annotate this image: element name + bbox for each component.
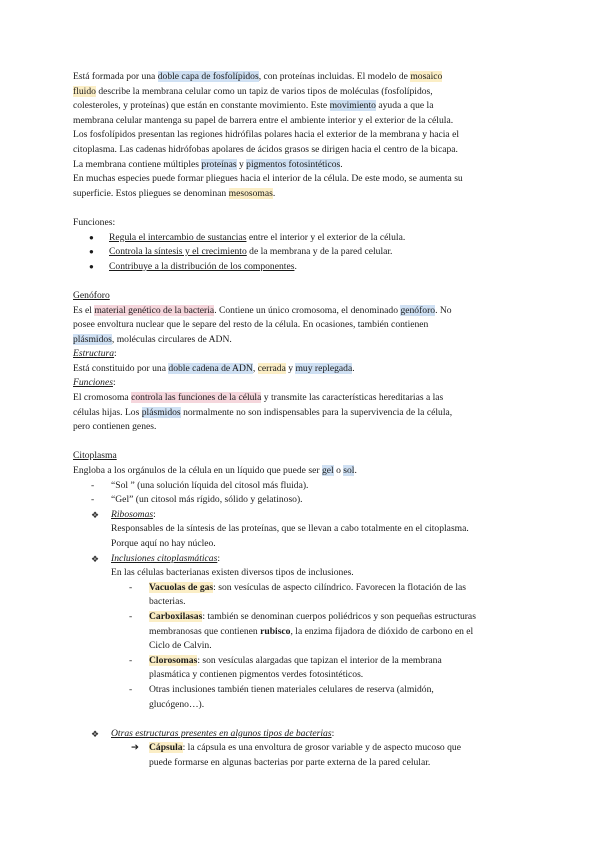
highlight: cerrada	[257, 362, 286, 374]
intro-line: La membrana contiene múltiples proteínas y pigmentos fotosintéticos.	[73, 158, 343, 170]
highlight: sol	[343, 465, 355, 477]
text-line: Está constituido por una doble cadena de ADN, cerrada y muy replegada.	[73, 362, 355, 374]
citoplasma-section	[73, 449, 533, 770]
highlight: controla las funciones de la célula	[131, 392, 262, 404]
dash-bullet-icon: -	[129, 581, 133, 593]
dash-bullet-icon: -	[129, 654, 133, 666]
subheading: Estructura:	[73, 348, 117, 360]
highlight: Clorosomas	[149, 654, 198, 666]
highlight: plásmidos	[73, 333, 112, 345]
highlight: pigmentos fotosintéticos	[246, 158, 341, 170]
intro-line: colesteroles, y proteínas) que están en constante movimiento. Este movimiento ayuda a que la	[73, 100, 434, 112]
highlight: mosaico	[410, 71, 443, 82]
text-line: Engloba a los orgánulos de la célula en un líquido que puede ser gel o sol.	[73, 465, 357, 477]
highlight: gel	[321, 465, 334, 477]
arrow-right-icon: ➔	[131, 742, 140, 754]
funciones-list	[73, 231, 533, 275]
text-line: células hijas. Los plásmidos normalmente no son indispensables para la supervivencia de la célula,	[73, 406, 453, 418]
list-item: ➔ Cápsula: la cápsula es una envoltura de grosor variable y de aspecto mucoso que puede formarse en algunas bacterias por parte externa de la pared celular.	[131, 742, 461, 768]
highlight: movimiento	[329, 100, 376, 112]
funciones-title: Funciones:	[73, 216, 116, 228]
funciones-section	[73, 216, 533, 274]
intro-line: En muchas especies puede formar pliegues hacia el interior de la célula. De este modo, se aumenta su	[73, 173, 463, 185]
highlight: plásmidos	[141, 406, 181, 418]
list-item: ● Regula el intercambio de sustancias entre el interior y el exterior de la célula.	[89, 231, 533, 246]
text-line: pero contienen genes.	[73, 421, 157, 433]
text-line: posee envoltura nuclear que le separe del resto de la célula. En ocasiones, también contienen	[73, 319, 429, 331]
highlight: doble cadena de ADN	[168, 362, 253, 374]
list-item: - Otras inclusiones también tienen materiales celulares de reserva (almidón, glucógeno…).	[129, 683, 434, 710]
section-heading: Citoplasma	[73, 450, 117, 462]
subheading: ❖ Ribosomas:	[73, 508, 533, 523]
highlight: Vacuolas de gas	[149, 581, 214, 593]
list-item: - “Gel” (un citosol más rígido, sólido y gelatinoso).	[73, 493, 533, 508]
dash-bullet-icon: -	[129, 610, 133, 622]
intro-line: superficie. Estos pliegues se denominan mesosomas.	[73, 187, 276, 199]
text-line: plásmidos, moléculas circulares de ADN.	[73, 333, 232, 345]
list-item: ● Controla la síntesis y el crecimiento de la membrana y de la pared celular.	[89, 245, 533, 260]
text-line: El cromosoma controla las funciones de la célula y transmite las características hereditarias a las	[73, 392, 444, 404]
highlight: doble capa de fosfolípidos	[157, 71, 259, 82]
intro-paragraph	[73, 70, 533, 201]
section-heading: Genóforo	[73, 289, 110, 301]
intro-line: Está formada por una doble capa de fosfolípidos, con proteínas incluidas. El modelo de mosaico	[73, 71, 443, 82]
subheading: Funciones:	[73, 377, 116, 389]
subheading: ❖ Otras estructuras presentes en algunos tipos de bacterias:	[73, 727, 533, 742]
highlight: proteínas	[201, 158, 237, 170]
highlight: material genético de la bacteria	[94, 304, 215, 316]
intro-line: fluido describe la membrana celular como un tapiz de varios tipos de moléculas (fosfolípidos,	[73, 85, 433, 97]
highlight: genóforo	[400, 304, 436, 316]
list-item: - Clorosomas: son vesículas alargadas que tapizan el interior de la membrana plasmática y contienen pigmentos verdes fotosintéticos.	[129, 654, 442, 681]
dash-bullet-icon: -	[91, 494, 95, 506]
genoforo-section	[73, 289, 533, 435]
text-line: Porque aquí no hay núcleo.	[111, 538, 216, 549]
diamond-bullet-icon: ❖	[91, 553, 100, 564]
subheading: ❖ Inclusiones citoplasmáticas:	[73, 552, 533, 567]
intro-line: membrana celular mantenga su papel de barrera entre el ambiente interior y el exterior de la célula.	[73, 114, 454, 126]
text-line: Es el material genético de la bacteria. Contiene un único cromosoma, el denominado genóforo. No	[73, 304, 452, 316]
list-item: - “Sol ” (una solución líquida del citosol más fluida).	[73, 479, 533, 494]
highlight: Cápsula	[149, 742, 183, 754]
highlight: fluido	[73, 85, 96, 97]
dash-bullet-icon: -	[91, 479, 95, 491]
text-line: Responsables de la síntesis de las proteínas, que se llevan a cabo totalmente en el citoplasma.	[111, 523, 469, 535]
diamond-bullet-icon: ❖	[91, 509, 100, 520]
intro-line: Los fosfolípidos presentan las regiones hidrófilas polares hacia el exterior de la membrana y hacia el	[73, 129, 460, 141]
intro-line: citoplasma. Las cadenas hidrófobas apolares de ácidos grasos se dirigen hacia el centro de la bicapa.	[73, 143, 458, 155]
list-item: ● Contribuye a la distribución de los componentes.	[89, 260, 533, 275]
highlight: muy replegada	[295, 362, 353, 374]
page-content	[73, 70, 533, 771]
diamond-bullet-icon: ❖	[91, 728, 100, 739]
list-item: - Vacuolas de gas: son vesículas de aspecto cilíndrico. Favorecen la flotación de las bacterias.	[129, 581, 466, 608]
text-line: En las células bacterianas existen diversos tipos de inclusiones.	[111, 567, 354, 579]
highlight: Carboxilasas	[149, 610, 203, 622]
dash-bullet-icon: -	[129, 683, 133, 695]
highlight: mesosomas	[228, 187, 273, 199]
list-item: - Carboxilasas: también se denominan cuerpos poliédricos y son pequeñas estructuras membranosas que contienen rubisco, la enzima fijadora de dióxido de carbono en el Ciclo de Calvin.	[129, 610, 476, 652]
